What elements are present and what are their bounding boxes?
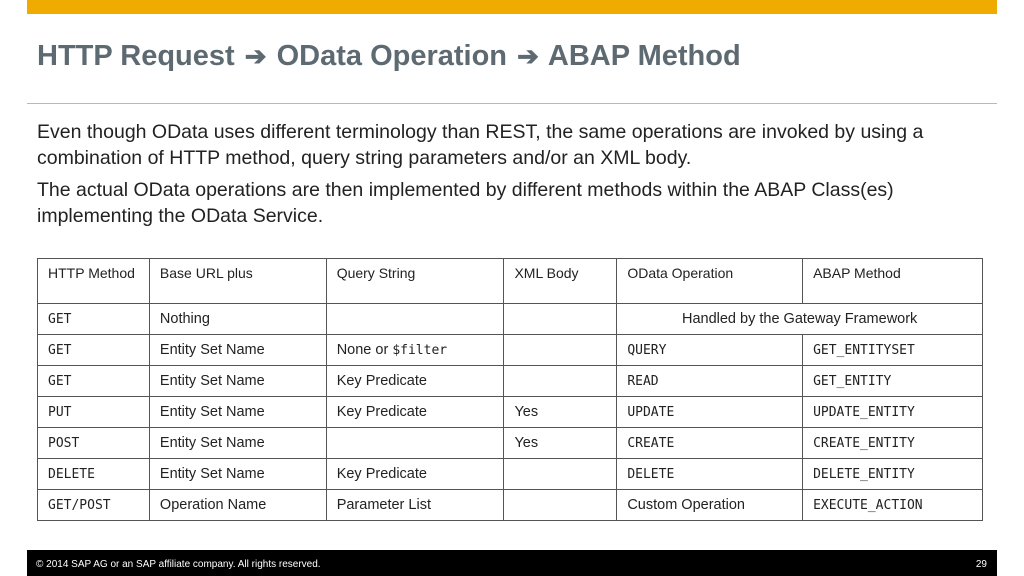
cell-query-string: Key Predicate	[326, 459, 504, 490]
body-text	[37, 119, 987, 235]
cell-abap-method: DELETE_ENTITY	[803, 459, 983, 490]
cell-xml-body	[504, 366, 617, 397]
operations-table	[37, 258, 983, 521]
cell-method: GET	[38, 335, 150, 366]
cell-abap-method: EXECUTE_ACTION	[803, 490, 983, 521]
slide-title	[37, 40, 741, 73]
cell-base-url: Entity Set Name	[149, 459, 326, 490]
table-row	[38, 490, 983, 521]
table-row	[38, 304, 983, 335]
cell-xml-body	[504, 459, 617, 490]
table-row	[38, 459, 983, 490]
cell-xml-body: Yes	[504, 397, 617, 428]
cell-method: DELETE	[38, 459, 150, 490]
cell-method: PUT	[38, 397, 150, 428]
cell-base-url: Entity Set Name	[149, 397, 326, 428]
cell-abap-method: UPDATE_ENTITY	[803, 397, 983, 428]
cell-abap-method: GET_ENTITY	[803, 366, 983, 397]
footer-bar	[27, 550, 997, 576]
cell-xml-body	[504, 335, 617, 366]
cell-base-url: Entity Set Name	[149, 428, 326, 459]
query-prefix-text: None or	[336, 342, 393, 358]
header-abap-method: ABAP Method	[803, 259, 983, 304]
title-abap-method: ABAP Method	[547, 40, 741, 72]
cell-abap-method: CREATE_ENTITY	[803, 428, 983, 459]
query-filter-code: $filter	[392, 343, 448, 358]
cell-query-string: Key Predicate	[326, 397, 504, 428]
cell-method: GET	[38, 366, 150, 397]
cell-xml-body	[504, 304, 617, 335]
cell-abap-method: GET_ENTITYSET	[803, 335, 983, 366]
cell-xml-body: Yes	[504, 428, 617, 459]
cell-odata-operation: UPDATE	[617, 397, 803, 428]
table-row	[38, 397, 983, 428]
cell-query-string: Parameter List	[326, 490, 504, 521]
cell-query-string	[326, 428, 504, 459]
table-row	[38, 428, 983, 459]
cell-gateway-handled: Handled by the Gateway Framework	[617, 304, 983, 335]
cell-odata-operation: CREATE	[617, 428, 803, 459]
cell-base-url: Entity Set Name	[149, 335, 326, 366]
title-http-request: HTTP Request	[37, 40, 235, 72]
cell-base-url: Entity Set Name	[149, 366, 326, 397]
accent-bar	[27, 0, 997, 14]
paragraph-1: Even though OData uses different terminology than REST, the same operations are invoked by using a combination of HTTP method, query string parameters and/or an XML body.	[37, 121, 924, 169]
page-number: 29	[975, 559, 987, 570]
cell-odata-operation: Custom Operation	[617, 490, 803, 521]
right-arrow-icon: ➔	[517, 41, 539, 71]
cell-method: GET/POST	[38, 490, 150, 521]
cell-odata-operation: DELETE	[617, 459, 803, 490]
cell-odata-operation: QUERY	[617, 335, 803, 366]
table-header-row	[38, 259, 983, 304]
cell-query-string	[326, 304, 504, 335]
cell-method: GET	[38, 304, 150, 335]
cell-method: POST	[38, 428, 150, 459]
right-arrow-icon: ➔	[244, 41, 267, 71]
cell-xml-body	[504, 490, 617, 521]
paragraph-2: The actual OData operations are then implemented by different methods within the ABAP Class(es) implementing the OData Service.	[37, 179, 894, 227]
header-xml-body: XML Body	[504, 259, 617, 304]
header-query-string: Query String	[326, 259, 504, 304]
table-row	[38, 335, 983, 366]
cell-query-string	[326, 335, 504, 366]
title-divider	[27, 103, 997, 104]
table-row	[38, 366, 983, 397]
cell-base-url: Nothing	[149, 304, 326, 335]
copyright-text: © 2014 SAP AG or an SAP affiliate company. All rights reserved.	[36, 559, 321, 570]
cell-query-string: Key Predicate	[326, 366, 504, 397]
cell-odata-operation: READ	[617, 366, 803, 397]
header-http-method: HTTP Method	[38, 259, 150, 304]
header-odata-operation: OData Operation	[617, 259, 803, 304]
title-odata-operation: OData Operation	[276, 40, 508, 72]
header-base-url: Base URL plus	[149, 259, 326, 304]
cell-base-url: Operation Name	[149, 490, 326, 521]
